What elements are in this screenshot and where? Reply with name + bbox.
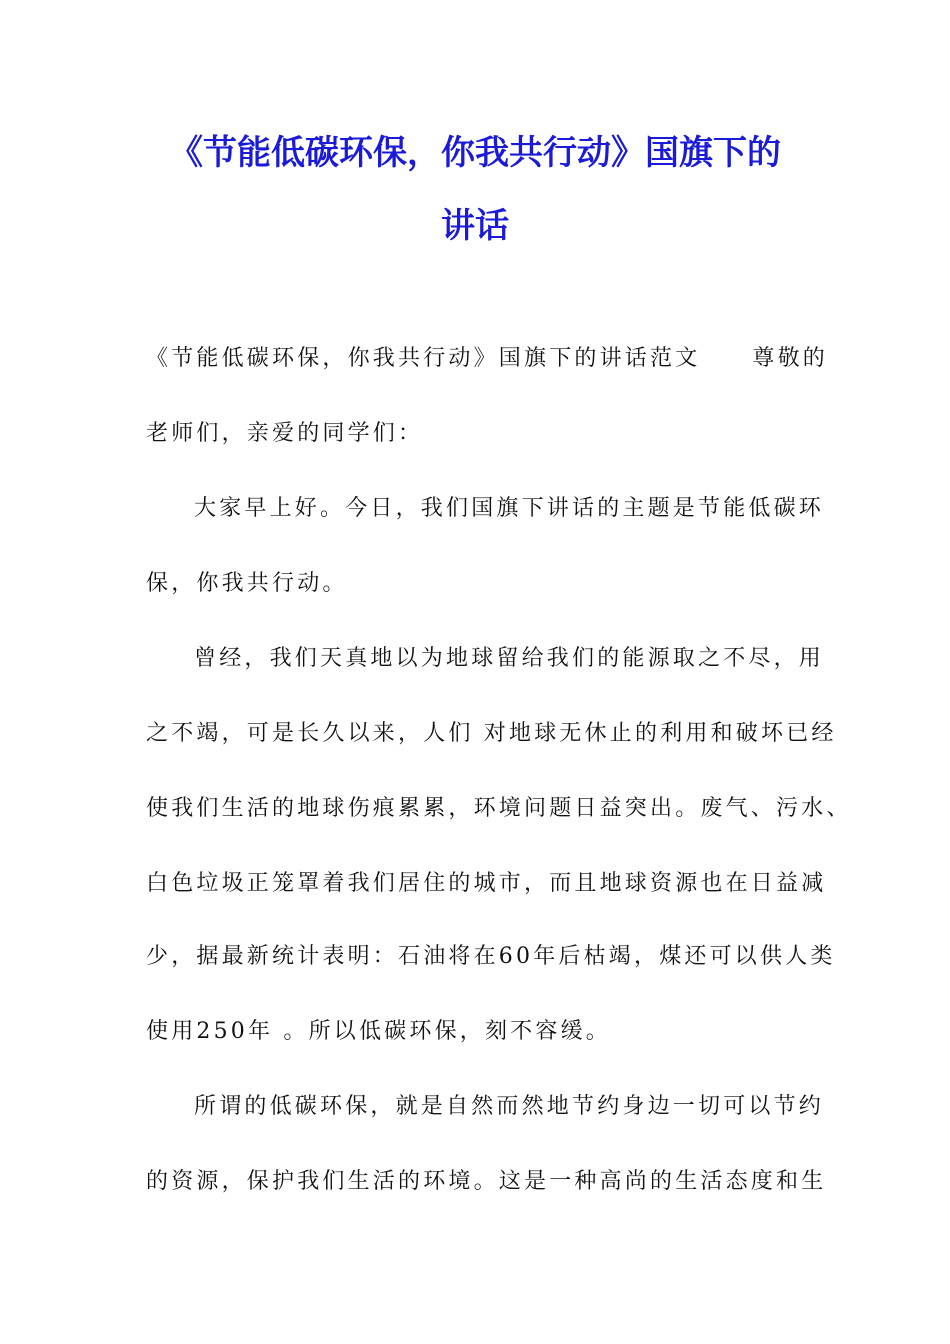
body-line-11: 所谓的低碳环保，就是自然而然地节约身边一切可以节约 <box>194 1094 825 1119</box>
body-line-9: 少，据最新统计表明：石油将在60年后枯竭，煤还可以供人类 <box>146 944 836 969</box>
body-line-2: 老师们，亲爱的同学们： <box>146 421 424 446</box>
body-line-10: 使用250年 。所以低碳环保，刻不容缓。 <box>146 1019 611 1044</box>
body-line-1 <box>146 346 829 371</box>
body-line-3: 大家早上好。今日，我们国旗下讲话的主题是节能低碳环 <box>194 496 825 521</box>
document-title-line-2: 讲话 <box>441 206 509 246</box>
body-line-8: 白色垃圾正笼罩着我们居住的城市，而且地球资源也在日益减 <box>146 871 827 896</box>
body-line-1-text: 《节能低碳环保，你我共行动》国旗下的讲话范文 <box>146 346 701 371</box>
body-line-6: 之不竭，可是长久以来，人们 对地球无休止的利用和破坏已经 <box>146 721 837 746</box>
body-line-4: 保，你我共行动。 <box>146 571 348 596</box>
body-line-12: 的资源，保护我们生活的环境。这是一种高尚的生活态度和生 <box>146 1169 827 1194</box>
body-line-7: 使我们生活的地球伤痕累累，环境问题日益突出。废气、污水、 <box>146 796 852 821</box>
body-line-5: 曾经，我们天真地以为地球留给我们的能源取之不尽，用 <box>194 646 825 671</box>
document-title-line-1: 《节能低碳环保，你我共行动》国旗下的 <box>169 133 781 173</box>
body-line-1-salutation: 尊敬的 <box>752 346 829 371</box>
